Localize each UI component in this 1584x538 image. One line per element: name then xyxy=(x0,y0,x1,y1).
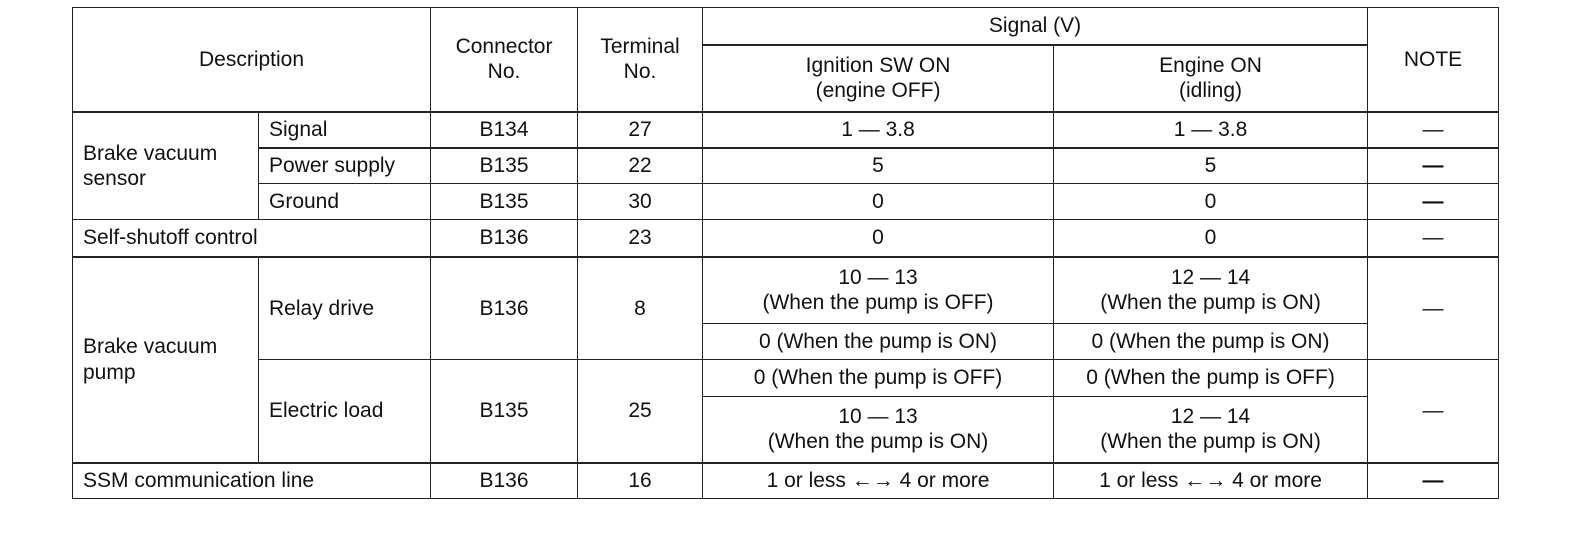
signal-ignition: 10 — 13 (When the pump is ON) xyxy=(703,397,1054,463)
header-note: NOTE xyxy=(1368,8,1499,112)
signal-ignition: 10 — 13 (When the pump is OFF) xyxy=(703,257,1054,324)
signal-engine: 0 xyxy=(1054,184,1368,220)
header-description: Description xyxy=(73,8,431,112)
signal-ignition: 5 xyxy=(703,148,1054,184)
table-row xyxy=(73,220,1499,257)
terminal-no: 25 xyxy=(578,360,703,463)
table-row xyxy=(73,112,1499,148)
row-item: Ground xyxy=(259,184,431,220)
terminal-no: 23 xyxy=(578,220,703,257)
brake-vacuum-pump-label: Brake vacuum pump xyxy=(73,257,259,463)
note: — xyxy=(1368,360,1499,463)
note: — xyxy=(1368,463,1499,499)
table-row xyxy=(73,148,1499,184)
header-row-1 xyxy=(73,8,1499,45)
table-row xyxy=(73,463,1499,499)
signal-engine: 12 — 14 (When the pump is ON) xyxy=(1054,257,1368,324)
signal-ignition: 0 xyxy=(703,220,1054,257)
signal-engine: 12 — 14 (When the pump is ON) xyxy=(1054,397,1368,463)
connector-no: B136 xyxy=(431,220,578,257)
connector-no: B135 xyxy=(431,184,578,220)
terminal-no: 27 xyxy=(578,112,703,148)
connector-no: B136 xyxy=(431,257,578,360)
row-item: Power supply xyxy=(259,148,431,184)
brake-vacuum-sensor-label: Brake vacuum sensor xyxy=(73,112,259,220)
row-item: Electric load xyxy=(259,360,431,463)
table-row xyxy=(73,184,1499,220)
signal-engine: 5 xyxy=(1054,148,1368,184)
signal-ignition: 0 (When the pump is ON) xyxy=(703,324,1054,360)
header-engine-on: Engine ON (idling) xyxy=(1054,45,1368,112)
table-row xyxy=(73,360,1499,397)
row-item: Signal xyxy=(259,112,431,148)
note: — xyxy=(1368,148,1499,184)
connector-no: B135 xyxy=(431,148,578,184)
signal-engine: 0 (When the pump is OFF) xyxy=(1054,360,1368,397)
connector-no: B134 xyxy=(431,112,578,148)
ssm-label: SSM communication line xyxy=(73,463,431,499)
note: — xyxy=(1368,257,1499,360)
signal-spec-table xyxy=(72,7,1499,499)
header-ignition: Ignition SW ON (engine OFF) xyxy=(703,45,1054,112)
connector-no: B135 xyxy=(431,360,578,463)
header-connector-no: Connector No. xyxy=(431,8,578,112)
signal-ignition: 0 xyxy=(703,184,1054,220)
signal-ignition: 1 or less ←→ 4 or more xyxy=(703,463,1054,499)
terminal-no: 8 xyxy=(578,257,703,360)
header-terminal-no: Terminal No. xyxy=(578,8,703,112)
note: — xyxy=(1368,184,1499,220)
signal-engine: 1 or less ←→ 4 or more xyxy=(1054,463,1368,499)
terminal-no: 16 xyxy=(578,463,703,499)
signal-ignition: 1 — 3.8 xyxy=(703,112,1054,148)
signal-engine: 1 — 3.8 xyxy=(1054,112,1368,148)
signal-ignition: 0 (When the pump is OFF) xyxy=(703,360,1054,397)
self-shutoff-label: Self-shutoff control xyxy=(73,220,431,257)
terminal-no: 30 xyxy=(578,184,703,220)
row-item: Relay drive xyxy=(259,257,431,360)
table-row xyxy=(73,257,1499,324)
header-signal: Signal (V) xyxy=(703,8,1368,45)
signal-engine: 0 xyxy=(1054,220,1368,257)
connector-no: B136 xyxy=(431,463,578,499)
terminal-no: 22 xyxy=(578,148,703,184)
note: — xyxy=(1368,220,1499,257)
note: — xyxy=(1368,112,1499,148)
signal-engine: 0 (When the pump is ON) xyxy=(1054,324,1368,360)
